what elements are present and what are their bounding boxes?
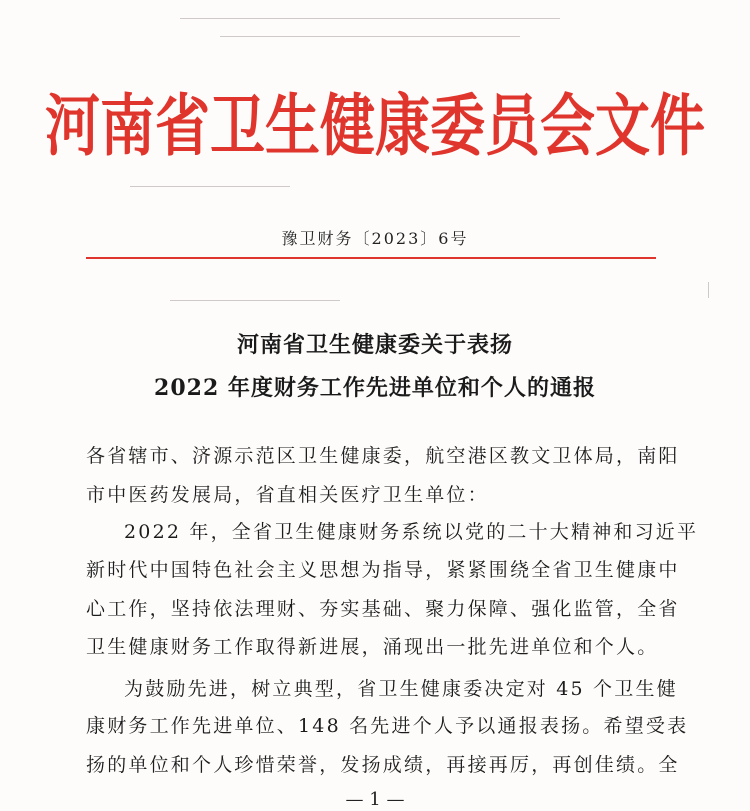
body-line-7: 为鼓励先进，树立典型，省卫生健康委决定对 45 个卫生健 [124,678,678,700]
body-line-5: 心工作，坚持依法理财、夯实基础、聚力保障、强化监管，全省 [86,598,680,620]
issuer-heading: 河南省卫生健康委员会文件 [44,86,705,165]
scan-bleed-mark [708,282,709,298]
scan-bleed-mark [130,186,290,187]
body-line-6: 卫生健康财务工作取得新进展，涌现出一批先进单位和个人。 [86,636,659,658]
page-number: — 1 — [345,789,405,810]
body-line-3: 2022 年，全省卫生健康财务系统以党的二十大精神和习近平 [124,521,699,543]
scan-bleed-mark [220,36,520,37]
red-divider-line [86,257,656,259]
body-line-2: 市中医药发展局，省直相关医疗卫生单位： [86,484,489,506]
scan-bleed-mark [180,18,560,19]
body-line-9: 扬的单位和个人珍惜荣誉，发扬成绩，再接再厉，再创佳绩。全 [86,754,680,776]
document-number: 豫卫财务〔2023〕6号 [281,229,469,248]
body-line-8: 康财务工作先进单位、148 名先进个人予以通报表扬。希望受表 [86,715,689,737]
scan-bleed-mark [170,300,340,301]
body-line-4: 新时代中国特色社会主义思想为指导，紧紧围绕全省卫生健康中 [86,559,680,581]
notice-title-line-2: 2022 年度财务工作先进单位和个人的通报 [154,375,596,401]
notice-title-line-1: 河南省卫生健康委关于表扬 [236,332,513,358]
body-line-1: 各省辖市、济源示范区卫生健康委，航空港区教文卫体局，南阳 [86,445,680,467]
